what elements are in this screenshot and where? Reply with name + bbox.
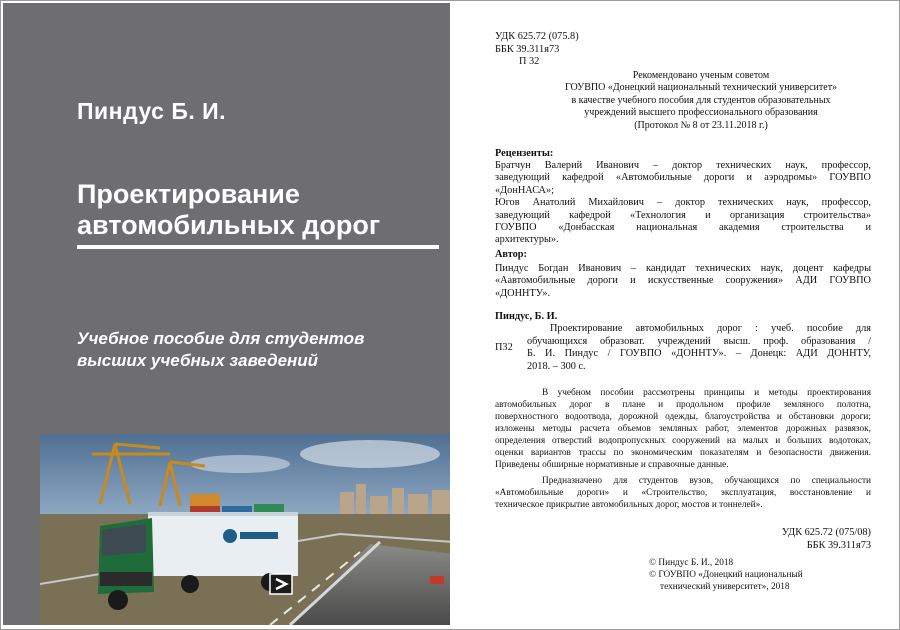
- reviewer-line: заведующий кафедрой «Автомобильные дороги и аэродромы» ГОУВПО: [495, 172, 871, 183]
- catalog-line: Б. И. Пиндус / ГОУВПО «ДОННТУ». – Донецк: АДИ ДОННТУ,: [527, 348, 871, 359]
- recommendation-line: (Протокол № 8 от 23.11.2018 г.): [634, 119, 768, 131]
- p-code: П 32: [519, 56, 540, 67]
- catalog-line: Проектирование автомобильных дорог : учеб. пособие для: [550, 323, 871, 334]
- cover-subtitle: [77, 328, 437, 372]
- abstract-line: В учебном пособии рассмотрены принципы и методы проектирования: [542, 388, 871, 398]
- book-cover: [3, 3, 450, 625]
- copyright-line: © ГОУВПО «Донецкий национальный: [649, 570, 803, 580]
- abstract-line: изложены методы расчета объемов земляных работ, элементов дорожных развязок,: [495, 424, 871, 434]
- reviewer-line: Югов Анатолий Михайлович – доктор технических наук, профессор,: [495, 197, 871, 208]
- abstract-line: техническое прикрытие автомобильных дорог, мостов и тоннелей».: [495, 500, 763, 510]
- cloud: [190, 455, 290, 473]
- abstract-line: Приведены обширные нормативные и справочные данные.: [495, 460, 729, 470]
- car: [430, 576, 444, 584]
- bottom-bbk-code: ББК 39.311я73: [806, 540, 871, 551]
- recommendation-block: [528, 70, 874, 132]
- copyright-line: © Пиндус Б. И., 2018: [649, 558, 734, 568]
- recommendation-line: учреждений высшего профессионального образования: [584, 107, 818, 119]
- highway-illustration: [40, 434, 450, 625]
- recommendation-line: Рекомендовано ученым советом: [632, 70, 770, 81]
- author-line: «Аавтомобильные дороги и искусственные сооружения» АДИ ГОУВПО: [495, 275, 871, 286]
- truck-wheel: [181, 575, 199, 593]
- reviewer-line: архитектуры».: [495, 234, 559, 245]
- abstract-line: поверхностного водоотвода, дорожной одежды, благоустройства и обстановки дороги;: [495, 412, 871, 422]
- cover-title-line1: Проектирование: [77, 179, 300, 209]
- udk-code: УДК 625.72 (075.8): [495, 31, 579, 42]
- reviewer-line: Братчун Валерий Иванович – доктор технических наук, профессор,: [495, 160, 871, 171]
- truck-trailer: [148, 512, 298, 576]
- abstract-line: оценки вариантов трассы по экономическим показателям и безопасности движения.: [495, 448, 871, 458]
- abstract-line: автомобильных дорог в плане и продольном профиле земляного полотна,: [495, 400, 871, 410]
- recommendation-line: ГОУВПО «Донецкий национальный технический университет»: [564, 82, 838, 94]
- copyright-line: технический университет», 2018: [660, 582, 790, 592]
- abstract-line: «Автомобильные дороги» и «Строительство, эксплуатация, восстановление и: [495, 488, 871, 498]
- title-verso-page: [452, 3, 898, 625]
- cover-photo-highway-truck: [40, 434, 450, 625]
- cover-divider: [77, 245, 439, 249]
- catalog-author-name: Пиндус, Б. И.: [495, 311, 558, 322]
- author-heading: Автор:: [495, 249, 527, 260]
- bbk-code: ББК 39.311я73: [495, 44, 560, 55]
- catalog-line: 2018. – 300 с.: [527, 361, 586, 372]
- cloud: [300, 440, 440, 468]
- cover-author: Пиндус Б. И.: [77, 98, 227, 124]
- reviewer-line: заведующий кафедрой «Технология и организация строительства»: [495, 210, 871, 221]
- author-line: «ДОННТУ».: [495, 288, 551, 299]
- reviewer-line: «ДонНАСА»;: [495, 185, 554, 196]
- author-line: Пиндус Богдан Иванович – кандидат технических наук, доцент кафедры: [495, 263, 871, 274]
- catalog-code: П32: [495, 342, 513, 353]
- cover-title-line2: автомобильных дорог: [77, 210, 381, 240]
- catalog-line: обучающихся образоват. учреждений высш. проф. образования /: [527, 336, 871, 347]
- cover-subtitle-line1: Учебное пособие для студентов: [77, 329, 365, 348]
- abstract-line: Предназначено для студентов вузов, обучающихся по специальности: [542, 476, 871, 486]
- cover-title: [77, 179, 447, 241]
- recommendation-line: в качестве учебного пособия для студентов образовательных: [571, 94, 831, 106]
- reviewer-line: ГОУВПО «Донбасская национальная академия строительства и: [495, 222, 871, 233]
- cover-subtitle-line2: высших учебных заведений: [77, 351, 319, 370]
- abstract-line: определения отверстий водопропускных сооружений на малых и больших водотоках,: [495, 436, 871, 446]
- truck-wheel: [108, 590, 128, 610]
- reviewers-heading: Рецензенты:: [495, 148, 554, 159]
- bottom-udk-code: УДК 625.72 (075/08): [781, 527, 871, 538]
- trailer-logo: [223, 529, 237, 543]
